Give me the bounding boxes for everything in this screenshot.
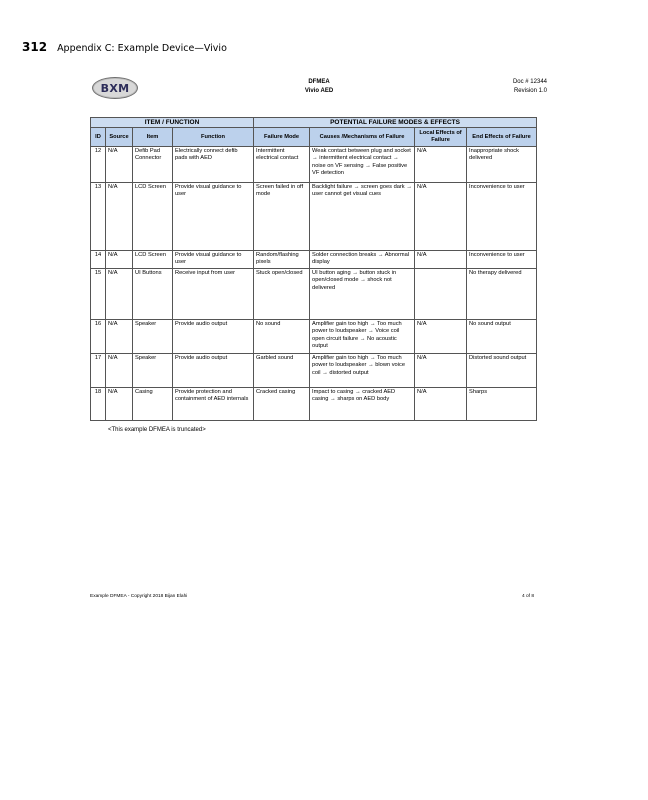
cell-function: Provide audio output <box>173 320 254 354</box>
cell-end-effects: Inconvenience to user <box>467 183 537 251</box>
cell-item: Speaker <box>133 320 173 354</box>
table-row <box>91 269 537 320</box>
cell-causes: Solder connection breaks → Abnormal display <box>310 251 415 269</box>
footer-page-count: 4 of 8 <box>522 594 535 599</box>
table-row <box>91 147 537 183</box>
cell-local-effects: N/A <box>415 388 467 421</box>
page-number: 312 <box>22 40 48 54</box>
col-item: Item <box>133 128 173 147</box>
cell-failure-mode: No sound <box>254 320 310 354</box>
cell-item: UI Buttons <box>133 269 173 320</box>
cell-function: Receive input from user <box>173 269 254 320</box>
cell-source: N/A <box>106 354 133 388</box>
cell-failure-mode: Stuck open/closed <box>254 269 310 320</box>
cell-causes: Impact to casing → cracked AED casing → sharps on AED body <box>310 388 415 421</box>
cell-id: 13 <box>91 183 106 251</box>
cell-failure-mode: Garbled sound <box>254 354 310 388</box>
cell-failure-mode: Screen failed in off mode <box>254 183 310 251</box>
cell-causes: UI button aging → button stuck in open/closed mode → shock not delivered <box>310 269 415 320</box>
cell-id: 16 <box>91 320 106 354</box>
cell-end-effects: Distorted sound output <box>467 354 537 388</box>
doc-revision: Revision 1.0 <box>513 88 547 94</box>
cell-item: Speaker <box>133 354 173 388</box>
document-info <box>513 78 547 96</box>
cell-item: LCD Screen <box>133 251 173 269</box>
cell-item: Casing <box>133 388 173 421</box>
cell-source: N/A <box>106 320 133 354</box>
cell-function: Electrically connect defib pads with AED <box>173 147 254 183</box>
cell-end-effects: No sound output <box>467 320 537 354</box>
cell-end-effects: Inconvenience to user <box>467 251 537 269</box>
cell-end-effects: Sharps <box>467 388 537 421</box>
cell-source: N/A <box>106 183 133 251</box>
cell-id: 18 <box>91 388 106 421</box>
cell-local-effects <box>415 269 467 320</box>
cell-failure-mode: Intermittent electrical contact <box>254 147 310 183</box>
page-header <box>22 40 227 54</box>
cell-function: Provide visual guidance to user <box>173 251 254 269</box>
cell-local-effects: N/A <box>415 183 467 251</box>
table-row <box>91 183 537 251</box>
col-id: ID <box>91 128 106 147</box>
col-function: Function <box>173 128 254 147</box>
table-column-header <box>91 128 537 147</box>
cell-function: Provide audio output <box>173 354 254 388</box>
cell-id: 15 <box>91 269 106 320</box>
col-causes: Causes /Mechanisms of Failure <box>310 128 415 147</box>
cell-function: Provide protection and containment of AED internals <box>173 388 254 421</box>
document-title <box>260 78 378 96</box>
cell-end-effects: Inappropriate shock delivered <box>467 147 537 183</box>
col-local-effects: Local Effects of Failure <box>415 128 467 147</box>
truncation-note: <This example DFMEA is truncated> <box>108 427 206 433</box>
cell-causes: Amplifier gain too high → Too much power to loudspeaker → Voice coil open circuit failure → No acoustic output <box>310 320 415 354</box>
cell-id: 14 <box>91 251 106 269</box>
logo-text: BXM <box>100 81 130 95</box>
cell-local-effects: N/A <box>415 251 467 269</box>
cell-item: LCD Screen <box>133 183 173 251</box>
dfmea-table <box>90 117 537 421</box>
col-source: Source <box>106 128 133 147</box>
cell-failure-mode: Cracked casing <box>254 388 310 421</box>
cell-end-effects: No therapy delivered <box>467 269 537 320</box>
cell-source: N/A <box>106 269 133 320</box>
group-item-function: ITEM / FUNCTION <box>91 118 254 128</box>
cell-causes: Backlight failure → screen goes dark → user cannot get visual cues <box>310 183 415 251</box>
cell-local-effects: N/A <box>415 147 467 183</box>
cell-id: 17 <box>91 354 106 388</box>
col-end-effects: End Effects of Failure <box>467 128 537 147</box>
cell-causes: Weak contact between plug and socket → intermittent electrical contact → noise on VF sensing → False positive VF detection <box>310 147 415 183</box>
col-failure-mode: Failure Mode <box>254 128 310 147</box>
doc-number: Doc # 12344 <box>512 79 547 85</box>
table-row <box>91 320 537 354</box>
cell-id: 12 <box>91 147 106 183</box>
group-potential-failure: POTENTIAL FAILURE MODES & EFFECTS <box>254 118 537 128</box>
cell-source: N/A <box>106 388 133 421</box>
table-row <box>91 251 537 269</box>
doc-title-line1: DFMEA <box>308 79 330 85</box>
cell-function: Provide visual guidance to user <box>173 183 254 251</box>
table-row <box>91 354 537 388</box>
cell-source: N/A <box>106 147 133 183</box>
footer-copyright: Example DFMEA - Copyright 2018 Bijan Elahi <box>90 594 188 599</box>
table-row <box>91 388 537 421</box>
cell-local-effects: N/A <box>415 354 467 388</box>
cell-local-effects: N/A <box>415 320 467 354</box>
cell-source: N/A <box>106 251 133 269</box>
doc-title-line2: Vivio AED <box>304 88 334 94</box>
running-title: Appendix C: Example Device—Vivio <box>57 43 227 54</box>
cell-failure-mode: Random/flashing pixels <box>254 251 310 269</box>
cell-item: Defib Pad Connector <box>133 147 173 183</box>
bxm-logo <box>92 77 138 99</box>
table-group-header <box>91 118 537 128</box>
cell-causes: Amplifier gain too high → Too much power to loudspeaker → blown voice coil → distorted output <box>310 354 415 388</box>
